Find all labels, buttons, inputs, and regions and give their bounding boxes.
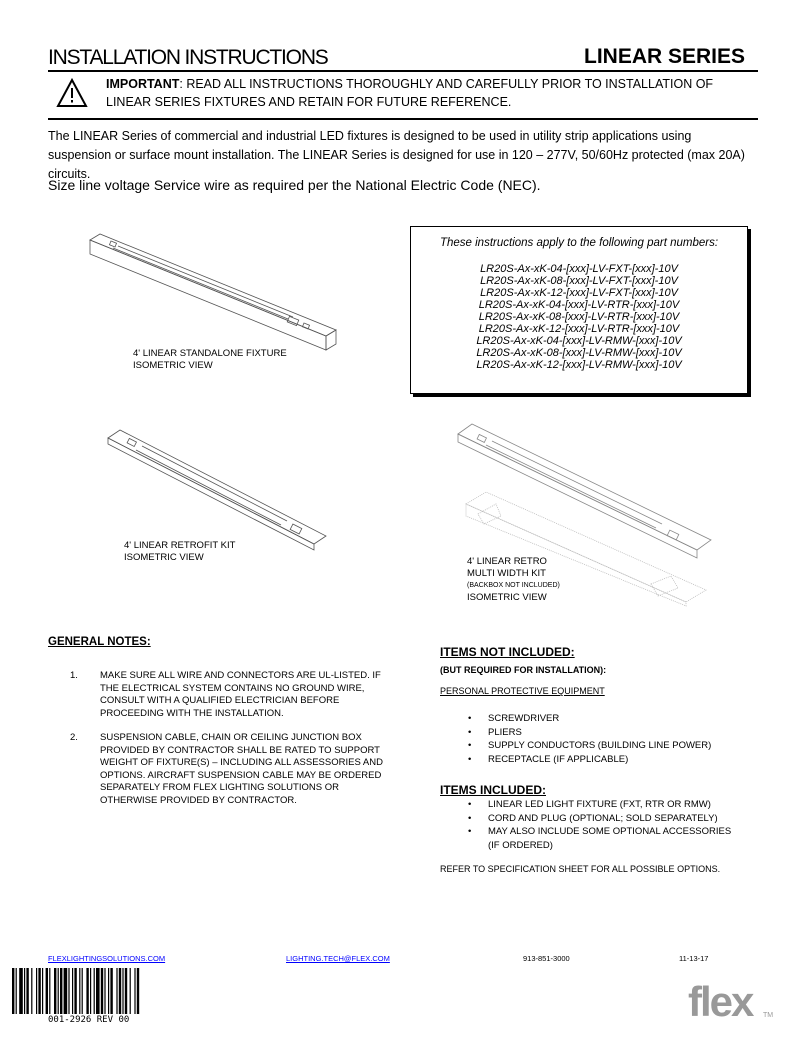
- list-item: • SUPPLY CONDUCTORS (BUILDING LINE POWER): [462, 739, 752, 753]
- list-item: • SCREWDRIVER: [462, 712, 752, 726]
- general-note: [70, 670, 390, 720]
- warning-icon: [56, 78, 88, 108]
- items-not-included-list: [462, 712, 752, 766]
- items-included-list: [462, 798, 742, 852]
- part-numbers-title: These instructions apply to the following part numbers:: [439, 237, 719, 249]
- part-number: LR20S-Ax-xK-12-[xxx]-LV-FXT-[xxx]-10V: [480, 287, 678, 299]
- footer-phone: 913-851-3000: [523, 954, 570, 963]
- website-link[interactable]: FLEXLIGHTINGSOLUTIONS.COM: [48, 954, 166, 963]
- refer-note: REFER TO SPECIFICATION SHEET FOR ALL POSSIBLE OPTIONS.: [440, 864, 721, 874]
- general-notes-list: [70, 670, 390, 819]
- part-numbers-list: [411, 263, 747, 371]
- important-rule: [48, 118, 758, 120]
- nec-note: Size line voltage Service wire as required per the National Electric Code (NEC).: [48, 177, 541, 193]
- important-label: IMPORTANT: [106, 77, 180, 91]
- note-text: MAKE SURE ALL WIRE AND CONNECTORS ARE UL-LISTED. IF THE ELECTRICAL SYSTEM CONTAINS NO GROUND WIRE, CONSULT WITH A QUALIFIED ELECTRICIAN BEFORE PROCEEDING WITH THE INSTALLATION.: [100, 670, 381, 719]
- list-item: • CORD AND PLUG (OPTIONAL; SOLD SEPARATELY): [462, 812, 742, 826]
- header-rule: [48, 70, 758, 72]
- items-not-included-title: ITEMS NOT INCLUDED:: [440, 645, 575, 659]
- list-item: • RECEPTACLE (IF APPLICABLE): [462, 753, 752, 767]
- multi-caption-line1: 4' LINEAR RETRO: [467, 556, 547, 567]
- part-number: LR20S-Ax-xK-04-[xxx]-LV-RTR-[xxx]-10V: [478, 299, 680, 311]
- flex-logo: flex: [688, 978, 753, 1025]
- multi-caption-line4: ISOMETRIC VIEW: [467, 592, 547, 603]
- part-number: LR20S-Ax-xK-08-[xxx]-LV-RMW-[xxx]-10V: [476, 347, 682, 359]
- series-title: LINEAR SERIES: [584, 45, 746, 68]
- part-number: LR20S-Ax-xK-04-[xxx]-LV-FXT-[xxx]-10V: [480, 263, 678, 275]
- multi-caption-line2: MULTI WIDTH KIT: [467, 568, 546, 579]
- barcode: [12, 968, 186, 1014]
- standalone-fixture-caption: [133, 348, 287, 372]
- part-number: LR20S-Ax-xK-08-[xxx]-LV-FXT-[xxx]-10V: [480, 275, 678, 287]
- multi-caption-line3: (BACKBOX NOT INCLUDED): [467, 582, 560, 589]
- footer-website[interactable]: [48, 954, 165, 963]
- retrofit-kit-caption: [124, 540, 235, 564]
- standalone-caption-line2: ISOMETRIC VIEW: [133, 360, 213, 371]
- document-title: INSTALLATION INSTRUCTIONS: [48, 46, 328, 69]
- important-text: : READ ALL INSTRUCTIONS THOROUGHLY AND CAREFULLY PRIOR TO INSTALLATION OF LINEAR SERIES FIXTURES AND RETAIN FOR FUTURE REFERENCE.: [106, 77, 714, 109]
- items-included-title: ITEMS INCLUDED:: [440, 783, 546, 797]
- general-note: [70, 732, 390, 807]
- footer-date: 11-13-17: [679, 954, 709, 963]
- trademark-mark: TM: [763, 1012, 774, 1019]
- retrofit-caption-line1: 4' LINEAR RETROFIT KIT: [124, 540, 236, 551]
- footer-email[interactable]: [286, 954, 390, 963]
- part-numbers-box: [410, 226, 748, 394]
- part-number: LR20S-Ax-xK-12-[xxx]-LV-RTR-[xxx]-10V: [478, 323, 680, 335]
- standalone-caption-line1: 4' LINEAR STANDALONE FIXTURE: [133, 348, 287, 359]
- retrofit-caption-line2: ISOMETRIC VIEW: [124, 552, 204, 563]
- standalone-fixture-drawing: [88, 230, 338, 355]
- note-number: 2.: [70, 732, 78, 743]
- note-text: SUSPENSION CABLE, CHAIN OR CEILING JUNCTION BOX PROVIDED BY CONTRACTOR SHALL BE RATED TO SUPPORT WEIGHT OF FIXTURE(S) – INCLUDING ALL ASSESSORIES AND OPTIONS. AIRCRAFT SUSPENSION CABLE MAY BE ORDERED SEPARATELY FROM FLEX LIGHTING SOLUTIONS OR OTHERWISE PROVIDED BY CONTRACTOR.: [100, 732, 383, 806]
- important-notice: [106, 75, 756, 111]
- part-number: LR20S-Ax-xK-04-[xxx]-LV-RMW-[xxx]-10V: [476, 335, 682, 347]
- multi-width-kit-caption: [467, 556, 560, 604]
- email-link[interactable]: LIGHTING.TECH@FLEX.COM: [286, 954, 390, 963]
- part-number: LR20S-Ax-xK-12-[xxx]-LV-RMW-[xxx]-10V: [476, 359, 682, 371]
- retrofit-kit-drawing: [106, 426, 328, 552]
- intro-paragraph: The LINEAR Series of commercial and industrial LED fixtures is designed to be used in utility strip applications using suspension or surface mount installation. The LINEAR Series is designed for use in 120 – 277V, 50/60Hz protected (max 20A) circuits.: [48, 129, 745, 181]
- items-not-included-subtitle: (BUT REQUIRED FOR INSTALLATION):: [440, 665, 607, 675]
- list-item: • MAY ALSO INCLUDE SOME OPTIONAL ACCESSORIES (IF ORDERED): [462, 825, 742, 852]
- general-notes-title: GENERAL NOTES:: [48, 636, 151, 648]
- document-number: 001-2926 REV 00: [48, 1015, 130, 1025]
- note-number: 1.: [70, 670, 78, 681]
- list-item: • PLIERS: [462, 726, 752, 740]
- part-number: LR20S-Ax-xK-08-[xxx]-LV-RTR-[xxx]-10V: [478, 311, 680, 323]
- ppe-heading: PERSONAL PROTECTIVE EQUIPMENT: [440, 686, 605, 696]
- list-item: • LINEAR LED LIGHT FIXTURE (FXT, RTR OR RMW): [462, 798, 742, 812]
